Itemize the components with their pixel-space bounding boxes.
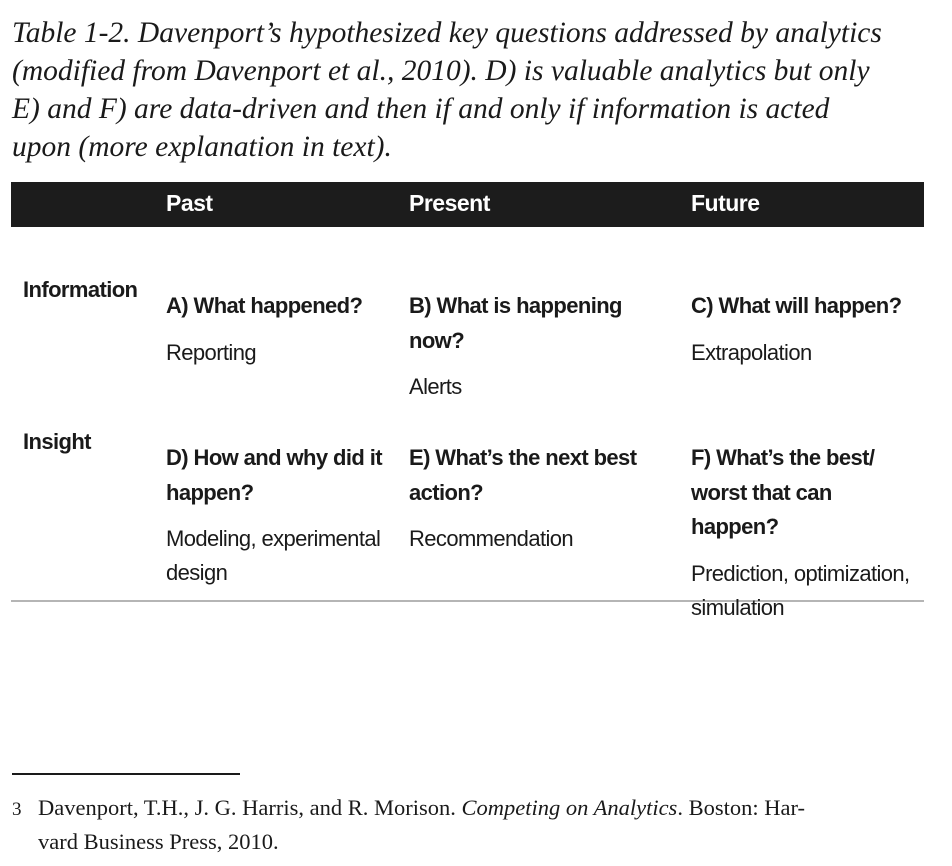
footnote-number: 3 (12, 799, 22, 820)
table-cell (166, 289, 396, 370)
cell-question: D) How and why did it happen? (166, 445, 382, 505)
footnote (12, 792, 912, 858)
table-header-row (11, 182, 924, 227)
caption-line: E) and F) are data-driven and then if and only if information is acted (12, 93, 830, 125)
row-label-information: Information (23, 277, 138, 302)
caption-line: upon (more explanation in text). (12, 131, 392, 163)
table-caption (12, 14, 932, 166)
cell-question: E) What’s the next best action? (409, 445, 637, 505)
cell-answer: Extrapolation (691, 339, 812, 365)
cell-answer: Prediction, optimization, simulation (691, 560, 910, 620)
row-label-insight: Insight (23, 429, 91, 454)
table-cell (691, 289, 926, 370)
cell-answer: Recommendation (409, 526, 574, 551)
column-header-present: Present (409, 190, 490, 216)
table-cell (691, 441, 916, 625)
analytics-table (11, 182, 924, 620)
column-header-past: Past (166, 190, 213, 216)
footnote-book-title: Competing on Analytics (461, 795, 678, 820)
caption-line: Table 1-2. Davenport’s hypothesized key questions addressed by analytics (12, 17, 882, 49)
cell-question: C) What will happen? (691, 293, 902, 318)
cell-answer: Modeling, experimental design (166, 526, 381, 585)
footnote-publisher: . Boston: Har- (677, 795, 805, 820)
cell-question: B) What is happening now? (409, 293, 622, 353)
cell-question: A) What happened? (166, 293, 363, 318)
cell-answer: Alerts (409, 374, 462, 399)
footnote-authors: Davenport, T.H., J. G. Harris, and R. Morison. (38, 795, 456, 820)
cell-answer: Reporting (166, 339, 256, 365)
column-header-future: Future (691, 190, 760, 216)
table-cell (166, 441, 396, 590)
footnote-divider (12, 773, 240, 775)
table-cell (409, 289, 639, 404)
table-body (11, 227, 924, 620)
table-cell (409, 441, 649, 556)
cell-question: F) What’s the best/ worst that can happen? (691, 445, 875, 539)
caption-line: (modified from Davenport et al., 2010). D) is valuable analytics but only (12, 55, 870, 87)
footnote-line (12, 792, 912, 826)
footnote-line: vard Business Press, 2010. (38, 829, 279, 854)
